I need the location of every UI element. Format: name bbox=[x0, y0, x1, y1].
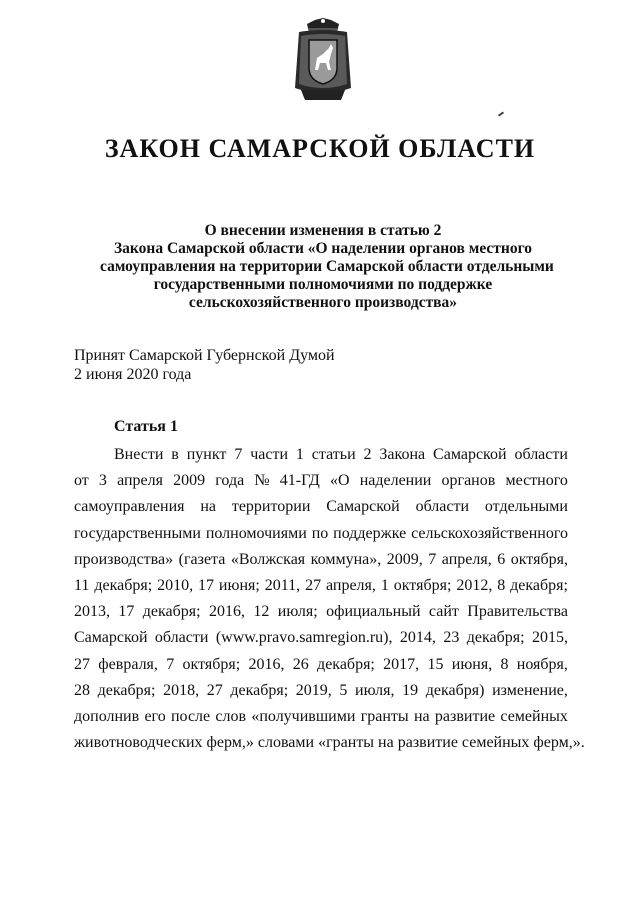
article-word: производства» bbox=[74, 550, 174, 568]
article-word: декабря; bbox=[466, 629, 525, 647]
article-word: изменение, bbox=[492, 681, 568, 699]
article-word: декабря) bbox=[425, 681, 485, 699]
article-word: 1 bbox=[295, 446, 304, 463]
subtitle-line: самоуправления на территории Самарской области отдельными bbox=[100, 258, 554, 275]
adoption-line: Принят Самарской Губернской Думой bbox=[74, 347, 335, 364]
article-word: местного bbox=[505, 472, 568, 490]
article-word: 2012, bbox=[456, 577, 493, 595]
article-word: животноводческих ферм,» словами «гранты на развитие семейных ферм,». bbox=[74, 734, 585, 752]
article-word: 27 bbox=[74, 655, 90, 673]
subtitle-line: Закона Самарской области «О наделении органов местного bbox=[114, 240, 532, 257]
article-word: 41-ГД bbox=[279, 472, 320, 490]
article-line bbox=[74, 547, 568, 573]
article-word: 12 bbox=[253, 603, 270, 621]
article-word: Внести bbox=[114, 446, 164, 463]
article-word: дополнив bbox=[74, 708, 140, 726]
article-word: (www.pravo.samregion.ru), bbox=[215, 629, 393, 647]
article-word: 2019, bbox=[295, 681, 332, 699]
article-word: на bbox=[413, 708, 430, 726]
article-word: 1 bbox=[380, 577, 389, 595]
article-word: 2 bbox=[363, 446, 372, 463]
article-word: наделении bbox=[359, 472, 432, 490]
article-line bbox=[74, 494, 568, 520]
article-word: декабря; bbox=[94, 577, 153, 595]
article-word: поддержке bbox=[333, 524, 407, 542]
article-word: 2011, bbox=[264, 577, 301, 595]
article-word: коммуна», bbox=[310, 550, 382, 568]
article-word: гранты bbox=[360, 708, 409, 726]
article-line bbox=[74, 652, 568, 678]
article-word: 2017, bbox=[383, 655, 420, 673]
article-word: 2016, bbox=[248, 655, 285, 673]
article-word: декабря; bbox=[142, 603, 201, 621]
article-word: развитие bbox=[434, 708, 496, 726]
article-word: декабря; bbox=[230, 681, 289, 699]
article-word: в bbox=[171, 446, 179, 463]
article-word: официальный bbox=[326, 603, 421, 621]
article-line bbox=[74, 625, 568, 651]
article-word: 15 bbox=[427, 655, 444, 673]
article-word: № bbox=[254, 472, 270, 490]
article-word: Правительства bbox=[467, 603, 568, 621]
article-word: года bbox=[215, 472, 245, 490]
article-word: 2016, bbox=[209, 603, 245, 621]
article-word: апреля, bbox=[441, 550, 492, 568]
article-word: органов bbox=[441, 472, 496, 490]
article-word: 26 bbox=[292, 655, 309, 673]
article-word: от bbox=[74, 472, 89, 490]
article-word: апреля, bbox=[325, 577, 376, 595]
article-line bbox=[74, 704, 568, 730]
article-word: 2013, bbox=[74, 603, 110, 621]
article-word: Самарской bbox=[326, 498, 400, 516]
article-word: по bbox=[311, 524, 329, 542]
article-line bbox=[74, 468, 568, 494]
article-word: 5 bbox=[339, 681, 348, 699]
document-title: ЗАКОН САМАРСКОЙ ОБЛАСТИ bbox=[104, 134, 536, 163]
article-word: области bbox=[154, 629, 209, 647]
article-word: 27 bbox=[305, 577, 322, 595]
article-word: июня, bbox=[451, 655, 493, 673]
article-word: 8 bbox=[500, 655, 509, 673]
stray-mark bbox=[498, 111, 504, 116]
article-line bbox=[74, 521, 568, 547]
article-word: части bbox=[250, 446, 289, 463]
article-word: февраля, bbox=[98, 655, 158, 673]
article-word: декабря; bbox=[317, 655, 375, 673]
article-word: на bbox=[200, 498, 216, 516]
article-word: 2009, bbox=[386, 550, 423, 568]
article-word: сайт bbox=[428, 603, 459, 621]
article-word: 2010, bbox=[157, 577, 194, 595]
article-word: 3 bbox=[98, 472, 107, 490]
article-word: пункт bbox=[186, 446, 227, 463]
article-word: слов bbox=[215, 708, 247, 726]
article-word: государственными bbox=[74, 524, 201, 542]
article-line bbox=[74, 573, 568, 599]
article-line bbox=[74, 678, 568, 704]
article-word: октября; bbox=[182, 655, 241, 673]
article-title: Статья 1 bbox=[114, 418, 178, 435]
article-word: ноября, bbox=[516, 655, 568, 673]
article-word: 23 bbox=[443, 629, 460, 647]
article-word: июня; bbox=[218, 577, 260, 595]
article-word: семейных bbox=[500, 708, 568, 726]
article-word: 28 bbox=[74, 681, 90, 699]
article-line bbox=[74, 730, 585, 756]
article-word: «Волжская bbox=[230, 550, 306, 568]
article-word: 17 bbox=[198, 577, 214, 595]
article-word: Самарской bbox=[433, 446, 507, 463]
article-word: (газета bbox=[178, 550, 226, 568]
document-subtitle bbox=[100, 222, 554, 312]
article-word: после bbox=[170, 708, 211, 726]
article-word: июля; bbox=[277, 603, 318, 621]
subtitle-line: государственными полномочиями по поддержке bbox=[153, 276, 493, 293]
article-word: территории bbox=[231, 498, 311, 516]
article-word: апреля bbox=[117, 472, 163, 490]
article-word: области bbox=[514, 446, 568, 463]
article-word: 7 bbox=[234, 446, 243, 463]
article-word: октября, bbox=[510, 550, 568, 568]
article-word: статьи bbox=[311, 446, 356, 463]
article-word: 19 bbox=[402, 681, 419, 699]
article-word: полномочиями bbox=[205, 524, 307, 542]
adoption-info bbox=[74, 346, 335, 384]
article-word: самоуправления bbox=[74, 498, 185, 516]
subtitle-line: О внесении изменения в статью 2 bbox=[204, 222, 442, 239]
article-word: области bbox=[415, 498, 470, 516]
article-word: 6 bbox=[497, 550, 506, 568]
article-word: сельскохозяйственного bbox=[411, 524, 568, 542]
article-word: Самарской bbox=[74, 629, 148, 647]
article-word: 7 bbox=[428, 550, 437, 568]
article-line bbox=[74, 442, 568, 468]
article-word: его bbox=[144, 708, 166, 726]
article-word: июля, bbox=[355, 681, 395, 699]
article-word: 8 bbox=[497, 577, 506, 595]
article-word: 27 bbox=[206, 681, 223, 699]
article-body bbox=[74, 442, 585, 756]
article-word: 2009 bbox=[173, 472, 206, 490]
article-word: отдельными bbox=[484, 498, 568, 516]
article-word: 2018, bbox=[163, 681, 200, 699]
article-line bbox=[74, 599, 568, 625]
article-word: 2014, bbox=[399, 629, 436, 647]
samara-coat-of-arms-icon bbox=[293, 18, 353, 102]
subtitle-line: сельскохозяйственного производства» bbox=[188, 294, 458, 311]
adoption-date: 2 июня 2020 года bbox=[74, 366, 192, 383]
article-word: 2015, bbox=[531, 629, 568, 647]
article-word: Закона bbox=[379, 446, 426, 463]
article-word: «О bbox=[329, 472, 350, 490]
article-word: декабря; bbox=[510, 577, 568, 595]
article-word: «получившими bbox=[251, 708, 356, 726]
article-word: 11 bbox=[74, 577, 90, 595]
article-word: октября; bbox=[393, 577, 452, 595]
article-word: 7 bbox=[166, 655, 175, 673]
article-word: 17 bbox=[118, 603, 135, 621]
article-word: декабря; bbox=[97, 681, 156, 699]
